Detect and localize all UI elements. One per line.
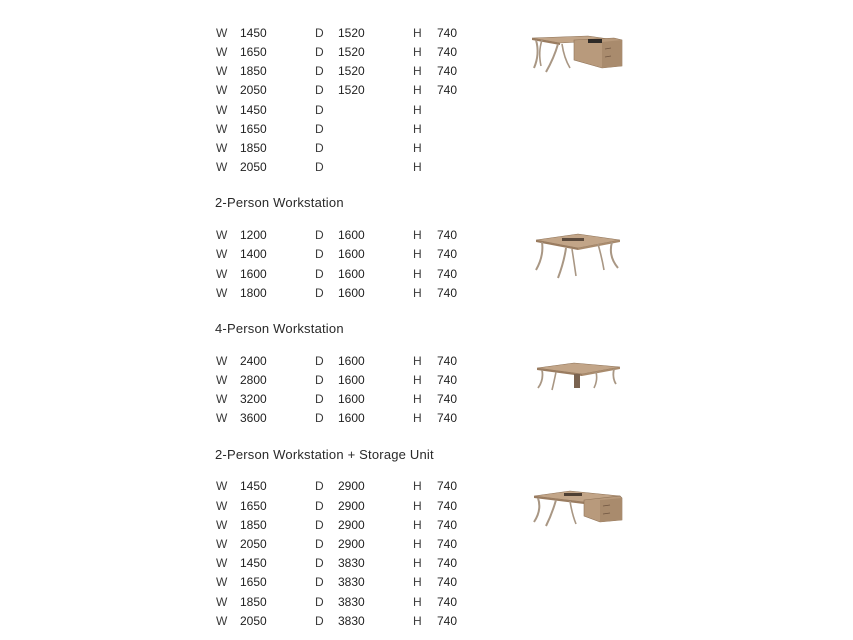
depth-value: 1520 [338, 64, 365, 78]
height-value: 740 [437, 45, 458, 59]
height-label: H [413, 556, 422, 570]
height-value: 740 [437, 247, 458, 261]
depth-value: 3830 [338, 614, 365, 628]
depth-label: D [315, 247, 324, 261]
height-label: H [413, 537, 422, 551]
depth-value: 1600 [338, 267, 365, 281]
depth-label: D [315, 392, 324, 406]
width-value: 1850 [240, 64, 267, 78]
width-value: 2050 [240, 537, 267, 551]
width-label: W [216, 103, 228, 117]
height-label: H [413, 26, 422, 40]
width-value: 1450 [240, 479, 267, 493]
width-value: 1650 [240, 575, 267, 589]
section-heading: 4-Person Workstation [215, 321, 344, 336]
height-value: 740 [437, 392, 458, 406]
height-value: 740 [437, 64, 458, 78]
depth-value: 2900 [338, 479, 365, 493]
depth-value: 1600 [338, 411, 365, 425]
height-value: 740 [437, 286, 458, 300]
width-value: 1200 [240, 228, 267, 242]
depth-value: 1520 [338, 83, 365, 97]
height-label: H [413, 122, 422, 136]
width-value: 1650 [240, 122, 267, 136]
width-label: W [216, 122, 228, 136]
width-value: 1850 [240, 141, 267, 155]
width-label: W [216, 64, 228, 78]
height-label: H [413, 64, 422, 78]
depth-label: D [315, 354, 324, 368]
depth-value: 1600 [338, 247, 365, 261]
width-value: 3600 [240, 411, 267, 425]
width-label: W [216, 228, 228, 242]
depth-value: 1520 [338, 45, 365, 59]
height-label: H [413, 499, 422, 513]
width-label: W [216, 160, 228, 174]
height-label: H [413, 479, 422, 493]
depth-label: D [315, 595, 324, 609]
height-value: 740 [437, 499, 458, 513]
depth-label: D [315, 373, 324, 387]
height-label: H [413, 228, 422, 242]
depth-label: D [315, 479, 324, 493]
width-label: W [216, 614, 228, 628]
width-value: 1800 [240, 286, 267, 300]
height-label: H [413, 247, 422, 261]
depth-value: 1600 [338, 286, 365, 300]
two-person-workstation-icon [532, 230, 624, 282]
width-value: 1450 [240, 103, 267, 117]
section-heading: 2-Person Workstation [215, 195, 344, 210]
depth-label: D [315, 286, 324, 300]
depth-value: 3830 [338, 595, 365, 609]
depth-label: D [315, 228, 324, 242]
height-value: 740 [437, 595, 458, 609]
section-heading: 2-Person Workstation + Storage Unit [215, 447, 434, 462]
height-label: H [413, 392, 422, 406]
height-value: 740 [437, 354, 458, 368]
height-value: 740 [437, 614, 458, 628]
width-value: 1400 [240, 247, 267, 261]
depth-label: D [315, 83, 324, 97]
depth-label: D [315, 575, 324, 589]
width-label: W [216, 499, 228, 513]
width-label: W [216, 247, 228, 261]
depth-label: D [315, 267, 324, 281]
width-label: W [216, 518, 228, 532]
height-label: H [413, 160, 422, 174]
width-label: W [216, 479, 228, 493]
height-value: 740 [437, 556, 458, 570]
height-label: H [413, 354, 422, 368]
workstation-with-storage-unit-icon [530, 486, 626, 534]
four-person-workstation-icon [534, 358, 624, 398]
height-label: H [413, 83, 422, 97]
depth-label: D [315, 122, 324, 136]
depth-label: D [315, 26, 324, 40]
depth-label: D [315, 537, 324, 551]
width-value: 1850 [240, 595, 267, 609]
depth-label: D [315, 64, 324, 78]
depth-label: D [315, 103, 324, 117]
depth-value: 1600 [338, 373, 365, 387]
depth-value: 3830 [338, 556, 365, 570]
width-value: 2050 [240, 614, 267, 628]
width-label: W [216, 392, 228, 406]
depth-label: D [315, 160, 324, 174]
width-value: 1650 [240, 45, 267, 59]
width-label: W [216, 267, 228, 281]
width-value: 1600 [240, 267, 267, 281]
width-label: W [216, 373, 228, 387]
width-label: W [216, 83, 228, 97]
width-value: 3200 [240, 392, 267, 406]
height-label: H [413, 595, 422, 609]
height-label: H [413, 614, 422, 628]
depth-value: 2900 [338, 518, 365, 532]
width-label: W [216, 556, 228, 570]
width-value: 2050 [240, 83, 267, 97]
width-label: W [216, 45, 228, 59]
width-label: W [216, 141, 228, 155]
width-value: 1650 [240, 499, 267, 513]
height-value: 740 [437, 83, 458, 97]
width-value: 2050 [240, 160, 267, 174]
width-value: 2800 [240, 373, 267, 387]
width-value: 1450 [240, 556, 267, 570]
width-label: W [216, 26, 228, 40]
width-label: W [216, 575, 228, 589]
height-label: H [413, 575, 422, 589]
height-value: 740 [437, 411, 458, 425]
depth-label: D [315, 499, 324, 513]
width-value: 1450 [240, 26, 267, 40]
height-label: H [413, 411, 422, 425]
depth-value: 1600 [338, 354, 365, 368]
depth-label: D [315, 411, 324, 425]
height-value: 740 [437, 479, 458, 493]
depth-value: 1600 [338, 392, 365, 406]
depth-value: 3830 [338, 575, 365, 589]
width-value: 2400 [240, 354, 267, 368]
width-label: W [216, 595, 228, 609]
height-value: 740 [437, 537, 458, 551]
height-label: H [413, 373, 422, 387]
height-label: H [413, 141, 422, 155]
height-label: H [413, 518, 422, 532]
depth-value: 1600 [338, 228, 365, 242]
depth-value: 2900 [338, 537, 365, 551]
depth-value: 1520 [338, 26, 365, 40]
height-value: 740 [437, 267, 458, 281]
height-value: 740 [437, 518, 458, 532]
height-value: 740 [437, 26, 458, 40]
width-label: W [216, 411, 228, 425]
depth-label: D [315, 518, 324, 532]
height-label: H [413, 286, 422, 300]
depth-label: D [315, 45, 324, 59]
height-value: 740 [437, 575, 458, 589]
height-label: H [413, 267, 422, 281]
depth-label: D [315, 614, 324, 628]
desk-with-side-storage-icon [528, 28, 628, 76]
width-label: W [216, 537, 228, 551]
width-value: 1850 [240, 518, 267, 532]
height-label: H [413, 103, 422, 117]
depth-label: D [315, 141, 324, 155]
height-value: 740 [437, 373, 458, 387]
width-label: W [216, 354, 228, 368]
height-value: 740 [437, 228, 458, 242]
depth-value: 2900 [338, 499, 365, 513]
width-label: W [216, 286, 228, 300]
height-label: H [413, 45, 422, 59]
depth-label: D [315, 556, 324, 570]
